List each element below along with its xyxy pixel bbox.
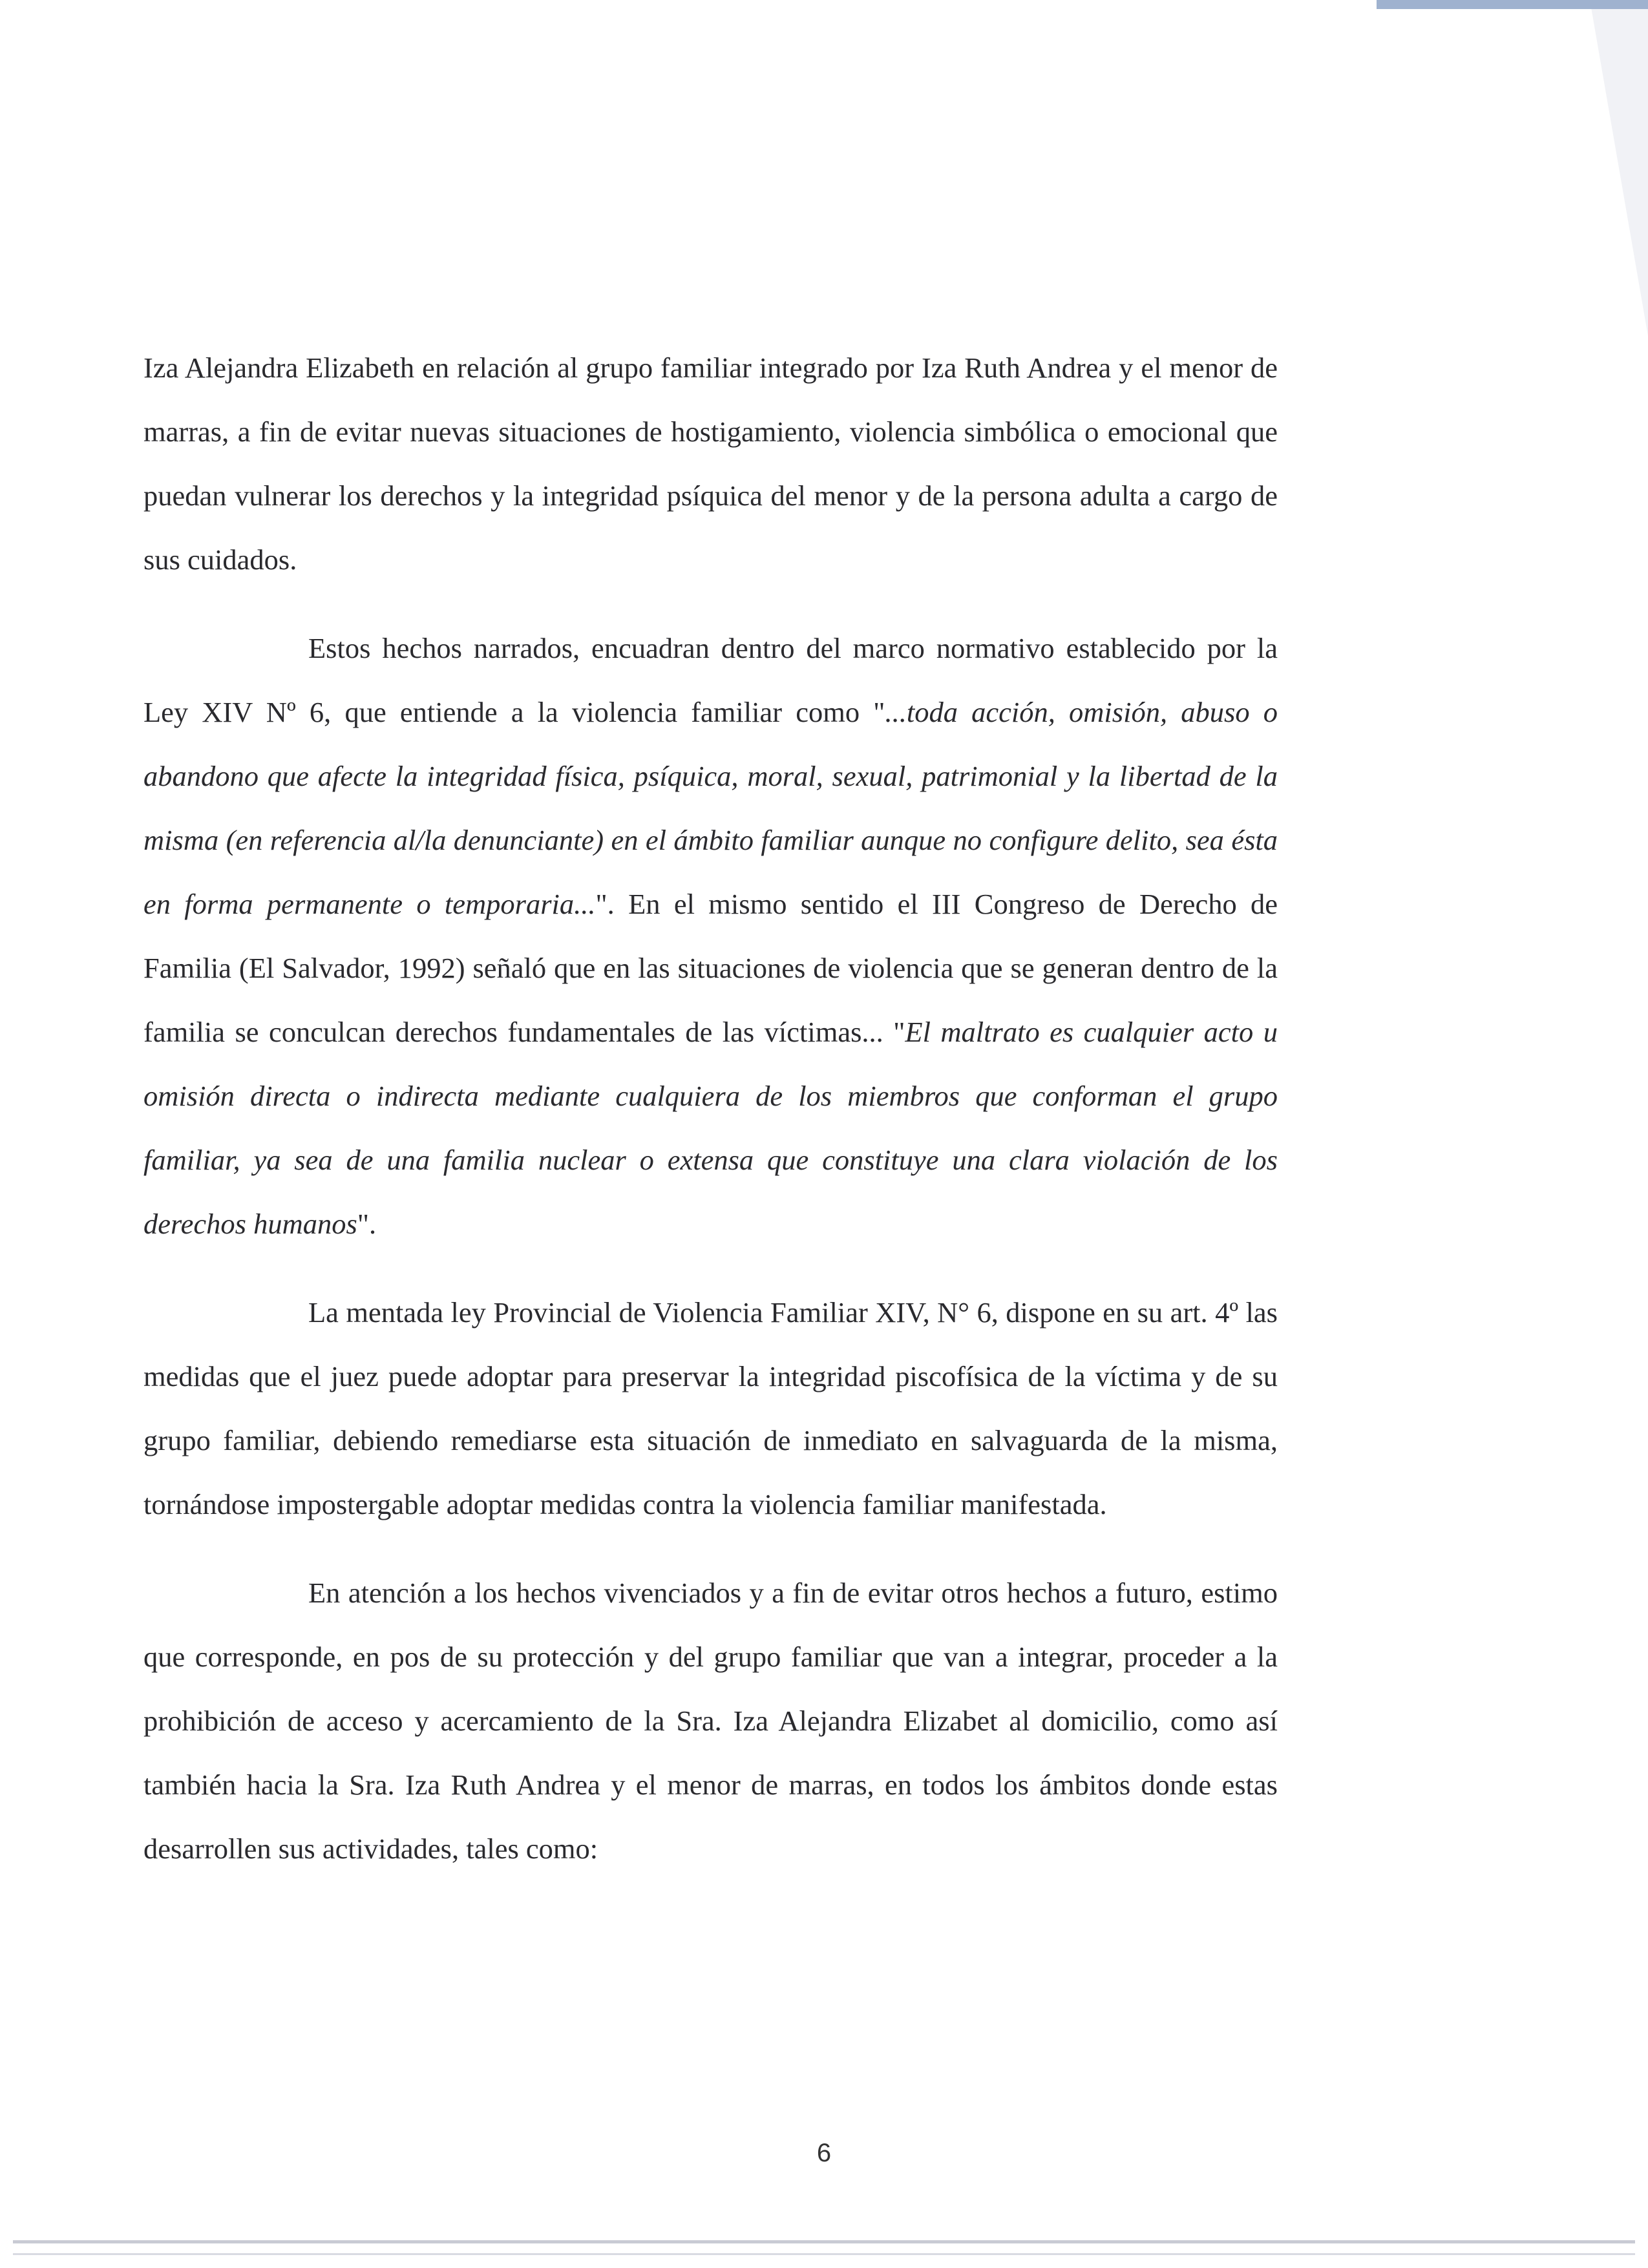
paragraph-2-quote-congreso: El maltrato es cualquier acto u omisión directa o indirecta mediante cualquiera de los miembros que conforman el grupo familiar, ya sea de una familia nuclear o extensa que constituye una clara violación de los derechos humanos [143,1016,1278,1240]
document-body [143,336,1278,1881]
page-edge-top [1377,0,1648,9]
paragraph-2-text-b: ". En el mismo sentido el III Congreso de Derecho de Familia (El Salvador, 1992) señaló que en las situaciones de violencia que se generan dentro de la familia se conculcan derechos fundamentales de las víctimas... " [143,888,1278,1048]
paragraph-2-text-c: ". [357,1208,377,1240]
page-fold-shadow [1590,0,1648,336]
paragraph-4: En atención a los hechos vivenciados y a fin de evitar otros hechos a futuro, estimo que corresponde, en pos de su protección y del grupo familiar que van a integrar, proceder a la prohibición de acceso y acercamiento de la Sra. Iza Alejandra Elizabet al domicilio, como así también hacia la Sra. Iza Ruth Andrea y el menor de marras, en todos los ámbitos donde estas desarrollen sus actividades, tales como: [143,1577,1278,1865]
paragraph-3: La mentada ley Provincial de Violencia Familiar XIV, N° 6, dispone en su art. 4º las medidas que el juez puede adoptar para preservar la integridad piscofísica de la víctima y de su grupo familiar, debiendo remediarse esta situación de inmediato en salvaguarda de la misma, tornándose impostergable adoptar medidas contra la violencia familiar manifestada. [143,1296,1278,1520]
page-edge-bottom [13,2240,1635,2243]
paragraph-2-quote-ley: ...toda acción, omisión, abuso o abandono que afecte la integridad física, psíquica, moral, sexual, patrimonial y la libertad de la misma (en referencia al/la denunciante) en el ámbito familiar aunque no configure delito, sea ésta en forma permanente o temporaria... [143,696,1278,920]
page-edge-bottom-secondary [13,2253,1635,2255]
paragraph-2 [143,616,1278,1256]
page-number: 6 [816,2139,832,2167]
paragraph-1: Iza Alejandra Elizabeth en relación al grupo familiar integrado por Iza Ruth Andrea y el menor de marras, a fin de evitar nuevas situaciones de hostigamiento, violencia simbólica o emocional que puedan vulnerar los derechos y la integridad psíquica del menor y de la persona adulta a cargo de sus cuidados. [143,352,1278,576]
paragraph-2-text-a: Estos hechos narrados, encuadran dentro del marco normativo establecido por la Ley XIV Nº 6, que entiende a la violencia familiar como " [143,632,1278,728]
